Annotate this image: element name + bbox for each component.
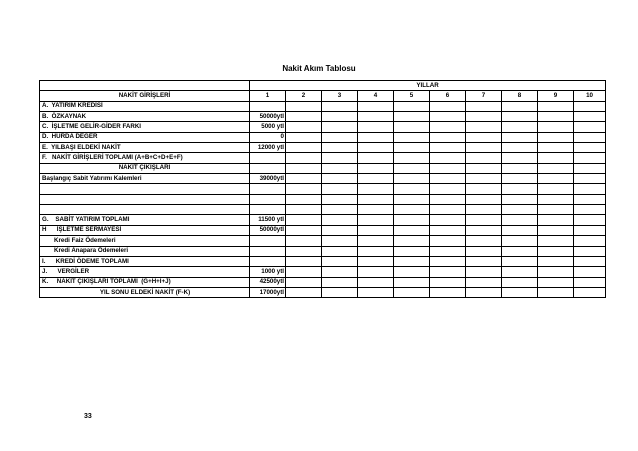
year-cell [466,184,502,194]
year-1-value [250,205,286,215]
year-1-value [250,256,286,266]
year-cell [430,205,466,215]
year-cell [286,267,322,277]
year-cell [322,194,358,204]
year-cell [466,267,502,277]
year-cell [466,256,502,266]
year-cell [502,184,538,194]
year-cell [394,267,430,277]
year-cell [394,163,430,173]
year-cell [574,163,606,173]
year-cell [574,184,606,194]
year-cell [286,205,322,215]
years-header-row [40,81,606,91]
outflow-row [40,205,606,215]
year-1-value: 5000 ytl [250,122,286,132]
year-cell [466,246,502,256]
year-cell [430,256,466,266]
header-blank-cell [40,81,250,91]
row-label: J. VERGİLER [40,267,250,277]
year-cell [358,174,394,184]
row-label: E. YILBAŞI ELDEKİ NAKİT [40,143,250,153]
year-cell [358,225,394,235]
year-cell [574,277,606,287]
year-cell [286,256,322,266]
outflows-header-row [40,163,606,173]
year-cell [538,215,574,225]
row-label [40,205,250,215]
year-cell [574,122,606,132]
year-cell [538,184,574,194]
year-cell [430,153,466,163]
year-cell [502,143,538,153]
year-cell [322,174,358,184]
year-cell [502,256,538,266]
year-cell [286,112,322,122]
year-cell [538,205,574,215]
year-cell [394,194,430,204]
year-cell [430,277,466,287]
inflow-row [40,132,606,142]
year-1-value [250,184,286,194]
year-cell [538,277,574,287]
row-label: G. SABİT YATIRIM TOPLAMI [40,215,250,225]
year-cell [574,287,606,297]
outflow-row [40,194,606,204]
outflow-row [40,246,606,256]
year-cell [286,225,322,235]
outflows-label: NAKİT ÇIKIŞLARI [40,163,250,173]
row-label [40,194,250,204]
year-cell [358,205,394,215]
year-cell [430,174,466,184]
inflows-header-row [40,91,606,101]
year-cell [322,122,358,132]
year-header: 3 [322,91,358,101]
year-cell [502,267,538,277]
year-cell [286,184,322,194]
year-cell [322,205,358,215]
year-cell [430,246,466,256]
year-cell [394,277,430,287]
year-cell [574,236,606,246]
year-cell [286,194,322,204]
inflow-row [40,143,606,153]
year-cell [394,184,430,194]
year-cell [322,277,358,287]
year-header: 4 [358,91,394,101]
year-cell [394,246,430,256]
year-cell [502,215,538,225]
year-cell [286,163,322,173]
year-cell [358,153,394,163]
year-cell [394,256,430,266]
year-cell [430,132,466,142]
year-header: 8 [502,91,538,101]
year-cell [286,132,322,142]
year-cell [322,267,358,277]
year-cell [394,112,430,122]
year-cell [538,163,574,173]
year-cell [538,101,574,111]
year-cell [502,163,538,173]
row-label [40,184,250,194]
year-cell [502,277,538,287]
year-cell [286,101,322,111]
year-cell [538,225,574,235]
year-cell [394,122,430,132]
year-cell [322,101,358,111]
outflow-row [40,277,606,287]
year-cell [574,143,606,153]
year-1-value [250,101,286,111]
year-cell [358,256,394,266]
year-cell [538,174,574,184]
year-cell [286,236,322,246]
year-cell [502,132,538,142]
year-cell [430,194,466,204]
row-label: Kredi Faiz Ödemeleri [40,236,250,246]
outflow-row [40,225,606,235]
year-cell [502,246,538,256]
year-cell [358,132,394,142]
year-cell [430,267,466,277]
year-cell [502,236,538,246]
year-cell [574,112,606,122]
row-label: H İŞLETME SERMAYESİ [40,225,250,235]
year-1-value: 12000 ytl [250,143,286,153]
year-1-value: 50000ytl [250,112,286,122]
year-cell [574,267,606,277]
year-cell [574,256,606,266]
year-cell [430,215,466,225]
year-cell [286,277,322,287]
year-cell [574,246,606,256]
year-cell [574,194,606,204]
year-1-value [250,246,286,256]
year-header: 10 [574,91,606,101]
year-1-value: 39000ytl [250,174,286,184]
year-cell [394,174,430,184]
year-cell [466,277,502,287]
year-1-value: 42500ytl [250,277,286,287]
year-cell [430,143,466,153]
year-header: 7 [466,91,502,101]
row-label: A. YATIRIM KREDİSİ [40,101,250,111]
year-cell [502,112,538,122]
year-end-cash-row [40,287,606,297]
year-cell [466,163,502,173]
year-cell [430,122,466,132]
year-cell [466,236,502,246]
year-cell [466,194,502,204]
outflow-row [40,236,606,246]
year-cell [322,215,358,225]
year-cell [574,153,606,163]
row-label: C. İŞLETME GELİR-GİDER FARKI [40,122,250,132]
year-cell [466,205,502,215]
year-cell [394,101,430,111]
year-cell [358,184,394,194]
year-cell [358,122,394,132]
year-1-value [250,153,286,163]
year-cell [502,153,538,163]
outflow-row [40,184,606,194]
year-cell [358,194,394,204]
year-header: 6 [430,91,466,101]
table-title: Nakit Akım Tablosu [282,64,356,73]
year-cell [538,132,574,142]
year-cell [502,225,538,235]
year-cell [538,256,574,266]
year-cell [574,205,606,215]
page-number: 33 [84,413,92,420]
year-cell [394,132,430,142]
year-cell [286,174,322,184]
year-cell [358,267,394,277]
year-cell [538,153,574,163]
year-cell [430,225,466,235]
inflow-total-row [40,153,606,163]
year-cell [574,174,606,184]
year-cell [466,174,502,184]
year-cell [538,122,574,132]
year-cell [394,225,430,235]
year-1-value: 11500 ytl [250,215,286,225]
year-cell [358,112,394,122]
year-cell [322,163,358,173]
year-cell [466,215,502,225]
year-cell [538,236,574,246]
year-cell [394,236,430,246]
year-cell [322,236,358,246]
year-1-value [250,194,286,204]
year-cell [538,287,574,297]
outflow-row [40,267,606,277]
year-1-value [250,236,286,246]
year-cell [466,287,502,297]
year-1-value: 50000ytl [250,225,286,235]
year-header: 1 [250,91,286,101]
year-cell [502,194,538,204]
year-cell [466,143,502,153]
year-cell [286,122,322,132]
year-cell [286,215,322,225]
row-label: B. ÖZKAYNAK [40,112,250,122]
year-cell [322,153,358,163]
year-cell [394,287,430,297]
year-cell [430,287,466,297]
year-cell [502,101,538,111]
year-cell [502,205,538,215]
year-cell [430,101,466,111]
year-cell [322,256,358,266]
year-cell [466,122,502,132]
year-cell [502,287,538,297]
row-label: Kredi Anapara Ödemeleri [40,246,250,256]
year-cell [430,236,466,246]
year-header: 9 [538,91,574,101]
inflow-row [40,101,606,111]
year-cell [466,101,502,111]
row-label: Başlangıç Sabit Yatırımı Kalemleri [40,174,250,184]
inflows-label: NAKİT GİRİŞLERİ [40,91,250,101]
year-1-value: 0 [250,132,286,142]
year-cell [502,174,538,184]
inflow-row [40,112,606,122]
year-cell [538,143,574,153]
cash-flow-table [39,80,606,298]
year-cell [466,225,502,235]
outflow-row [40,256,606,266]
year-cell [358,101,394,111]
year-cell [466,153,502,163]
outflow-row [40,215,606,225]
year-cell [358,143,394,153]
outflow-row [40,174,606,184]
year-cell [538,246,574,256]
row-label: D. HURDA DEĞER [40,132,250,142]
year-cell [358,287,394,297]
year-cell [466,112,502,122]
year-cell [394,153,430,163]
year-1-value: 1000 ytl [250,267,286,277]
year-cell [250,163,286,173]
year-cell [574,101,606,111]
year-cell [574,225,606,235]
year-cell [466,132,502,142]
year-header: 5 [394,91,430,101]
year-cell [358,215,394,225]
row-label: K. NAKİT ÇIKIŞLARI TOPLAMI (G+H+I+J) [40,277,250,287]
year-cell [286,287,322,297]
year-cell [502,122,538,132]
year-cell [358,163,394,173]
inflow-row [40,122,606,132]
year-cell [322,225,358,235]
row-label: I. KREDİ ÖDEME TOPLAMI [40,256,250,266]
year-cell [322,246,358,256]
year-cell [322,184,358,194]
year-cell [574,132,606,142]
year-cell [358,236,394,246]
year-cell [358,246,394,256]
year-cell [322,143,358,153]
year-cell [574,215,606,225]
year-cell [538,112,574,122]
year-cell [430,112,466,122]
year-cell [322,287,358,297]
year-cell [394,215,430,225]
year-cell [394,205,430,215]
year-cell [538,194,574,204]
year-cell [286,246,322,256]
year-cell [430,163,466,173]
year-cell [322,112,358,122]
year-cell [538,267,574,277]
row-label: YIL SONU ELDEKİ NAKİT (F-K) [40,287,250,297]
year-cell [286,143,322,153]
year-1-value: 17000ytl [250,287,286,297]
year-cell [358,277,394,287]
year-cell [322,132,358,142]
year-cell [394,143,430,153]
year-cell [286,153,322,163]
row-label: F. NAKİT GİRİŞLERİ TOPLAMI (A+B+C+D+E+F) [40,153,250,163]
year-header: 2 [286,91,322,101]
years-label: YILLAR [250,81,606,91]
year-cell [430,184,466,194]
